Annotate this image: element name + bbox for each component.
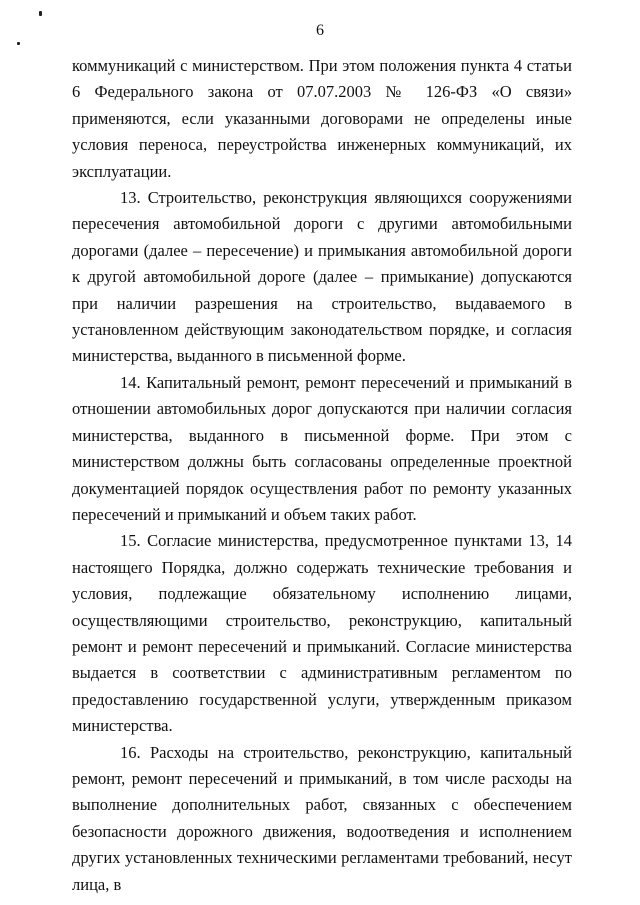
page-number: 6 <box>316 22 324 39</box>
scan-speck <box>39 11 42 16</box>
paragraph-continuation: коммуникаций с министерством. При этом положения пункта 4 статьи 6 Федерального закона от 07.07.2003 № 126-ФЗ «О связи» применяются, если указанными договорами не определены иные условия переноса, переустройства инженерных коммуникаций, их эксплуатации. <box>72 56 572 181</box>
paragraph-15: 15. Согласие министерства, предусмотренное пунктами 13, 14 настоящего Порядка, должно содержать технические требования и условия, подлежащие обязательному исполнению лицами, осуществляющими строительство, реконструкцию, капитальный ремонт и ремонт пересечений и примыканий. Согласие министерства выдается в соответствии с административным регламентом по предоставлению государственной услуги, утвержденным приказом министерства. <box>72 531 572 736</box>
scan-speck <box>17 42 20 45</box>
paragraph-16: 16. Расходы на строительство, реконструкцию, капитальный ремонт, ремонт пересечений и примыканий, в том числе расходы на выполнение дополнительных работ, связанных с обеспечением безопасности дорожного движения, водоотведения и исполнением других установленных техническими регламентами требований, несут лица, в <box>72 742 572 894</box>
paragraph-13: 13. Строительство, реконструкция являющихся сооружениями пересечения автомобильной дороги с другими автомобильными дорогами (далее – пересечение) и примыкания автомобильной дороги к другой автомобильной дороге (далее – примыкание) допускаются при наличии разрешения на строительство, выдаваемого в установленном действующим законодательством порядке, и согласия министерства, выданного в письменной форме. <box>72 188 572 366</box>
document-body <box>72 53 572 898</box>
paragraph-14: 14. Капитальный ремонт, ремонт пересечений и примыканий в отношении автомобильных дорог допускаются при наличии согласия министерства, выданного в письменной форме. При этом с министерством должны быть согласованы определенные проектной документацией порядок осуществления работ по ремонту указанных пересечений и примыканий и объем таких работ. <box>72 372 572 524</box>
